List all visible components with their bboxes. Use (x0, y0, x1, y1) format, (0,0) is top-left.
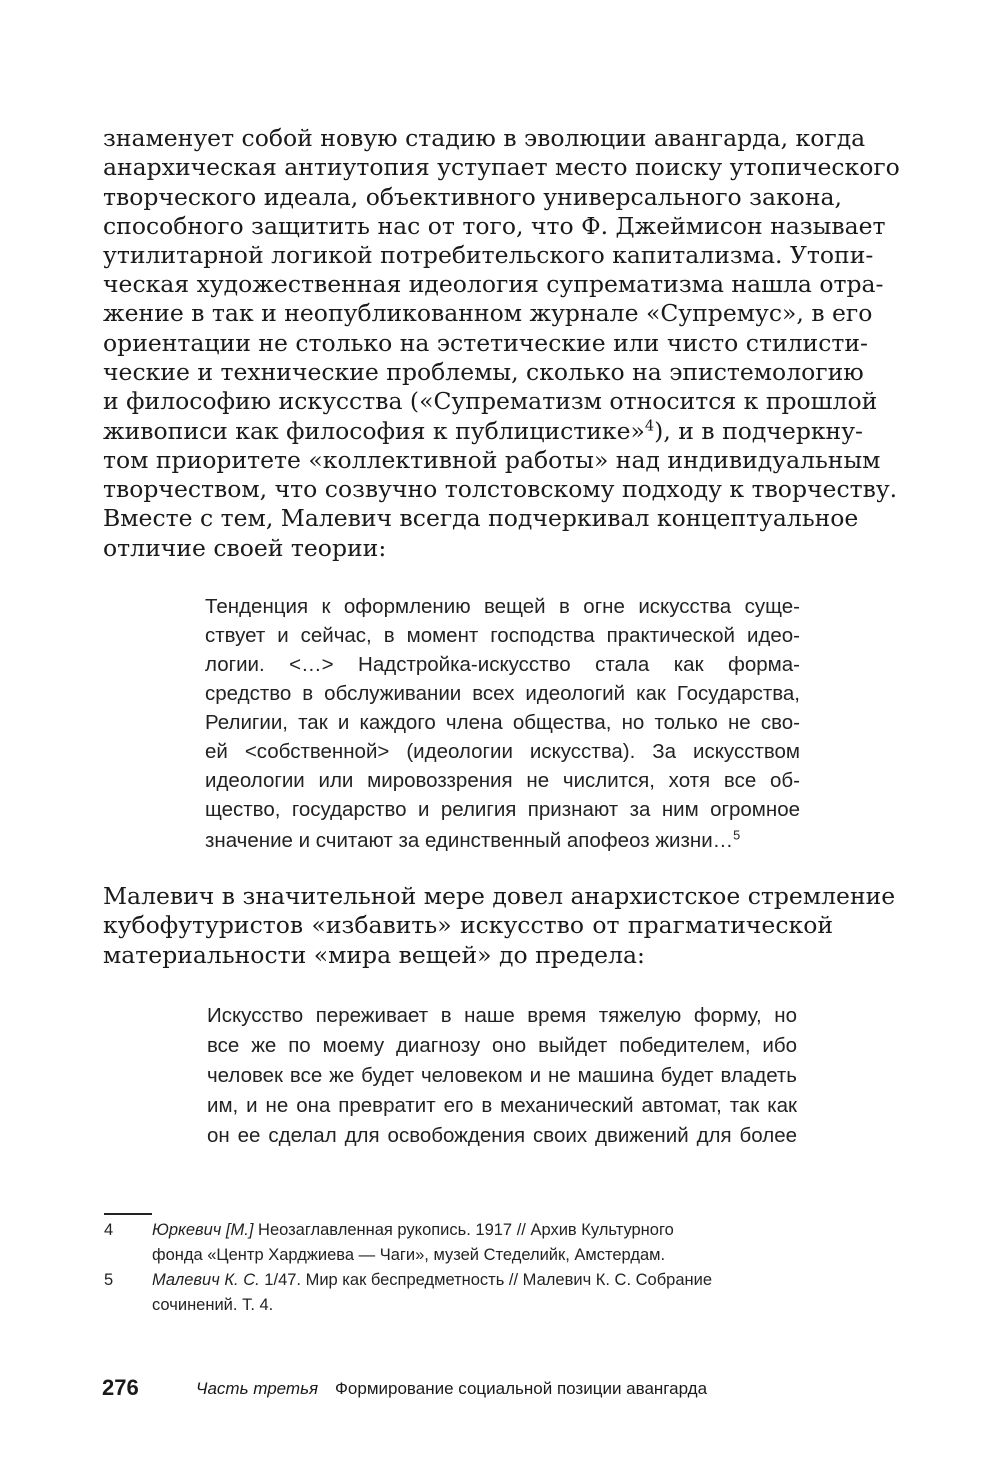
footnote-number: 4 (104, 1221, 114, 1239)
footnote-separator (104, 1213, 152, 1215)
text-line-with-footnote (103, 417, 863, 446)
footnote-mark-4: 4 (644, 417, 655, 435)
text-line: и философию искусства («Супрематизм относится к прошлой (103, 387, 878, 415)
quote-line: Искусство переживает в наше время тяжелую форму, но (207, 1004, 797, 1027)
quote-line: им, и не она превратит его в механический автомат, так как (207, 1094, 797, 1117)
text-line: утилитарной логикой потребительского капитализма. Утопи- (103, 241, 874, 269)
text-line: знаменует собой новую стадию в эволюции авангарда, когда (103, 124, 866, 152)
text-line: анархическая антиутопия уступает место поиску утопического (103, 153, 900, 181)
footnote-line (152, 1268, 802, 1293)
quote-line: он ее сделал для освобождения своих движений для более (207, 1124, 797, 1147)
text-line: том приоритете «коллективной работы» над индивидуальным (103, 446, 881, 474)
quote-line: логии. <…> Надстройка-искусство стала как форма- (205, 653, 800, 676)
text-line: материальности «мира вещей» до предела: (103, 941, 645, 969)
footnote-number: 5 (104, 1271, 114, 1289)
text-line: отличие своей теории: (103, 534, 387, 562)
footnote-mark-5: 5 (733, 827, 741, 843)
text-line: жение в так и неопубликованном журнале «Супремус», в его (103, 299, 873, 327)
quote-line: все же по моему диагнозу оно выйдет победителем, ибо (207, 1034, 797, 1057)
quote-line: щество, государство и религия признают за ним огромное (205, 798, 800, 821)
quote-line: Религии, так и каждого члена общества, но только не сво- (205, 711, 800, 734)
quote-line: ствует и сейчас, в момент господства практической идео- (205, 624, 800, 647)
text-line: способного защитить нас от того, что Ф. Джеймисон называет (103, 212, 886, 240)
text-line: творчеством, что созвучно толстовскому подходу к творчеству. (103, 475, 898, 503)
text-segment: ), и в подчеркну- (654, 417, 863, 445)
footnote-text: Неозаглавленная рукопись. 1917 // Архив Культурного (253, 1221, 674, 1239)
footnote-line (152, 1218, 802, 1243)
quote-line: идеологии или мировоззрения не числится, хотя все об- (205, 769, 800, 792)
section-title: Формирование социальной позиции авангарда (335, 1379, 708, 1398)
text-line: кубофутуристов «избавить» искусство от прагматической (103, 911, 833, 939)
footnote-text: 1/47. Мир как беспредметность // Малевич К. С. Собрание (259, 1271, 713, 1289)
text-line: Малевич в значительной мере довел анархистское стремление (103, 882, 896, 910)
quote-line: человек все же будет человеком и не машина будет владеть (207, 1064, 797, 1087)
text-line: Вместе с тем, Малевич всегда подчеркивал концептуальное (103, 504, 859, 532)
quote-line: Тенденция к оформлению вещей в огне искусства суще- (205, 595, 800, 618)
page-number: 276 (102, 1375, 139, 1400)
footnote-author: Юркевич [М.] (152, 1221, 254, 1239)
footnote-author: Малевич К. С. (152, 1271, 260, 1289)
quote-line-with-footnote (205, 826, 800, 855)
footnote-line: сочинений. Т. 4. (152, 1296, 274, 1314)
footnote-line: фонда «Центр Харджиева — Чаги», музей Стеделийк, Амстердам. (152, 1246, 666, 1264)
text-line: ориентации не столько на эстетические или чисто стилисти- (103, 329, 868, 357)
quote-line: средство в обслуживании всех идеологий как Государства, (205, 682, 800, 705)
text-segment: значение и считают за единственный апофеоз жизни… (205, 829, 734, 852)
text-line: творческого идеала, объективного универсального закона, (103, 183, 842, 211)
text-line: ческие и технические проблемы, сколько на эпистемологию (103, 358, 864, 386)
quote-line: ей <собственной> (идеологии искусства). За искусством (205, 740, 800, 763)
text-line: ческая художественная идеология супрематизма нашла отра- (103, 270, 884, 298)
text-segment: живописи как философия к публицистике» (103, 417, 645, 445)
part-label: Часть третья (196, 1379, 319, 1398)
